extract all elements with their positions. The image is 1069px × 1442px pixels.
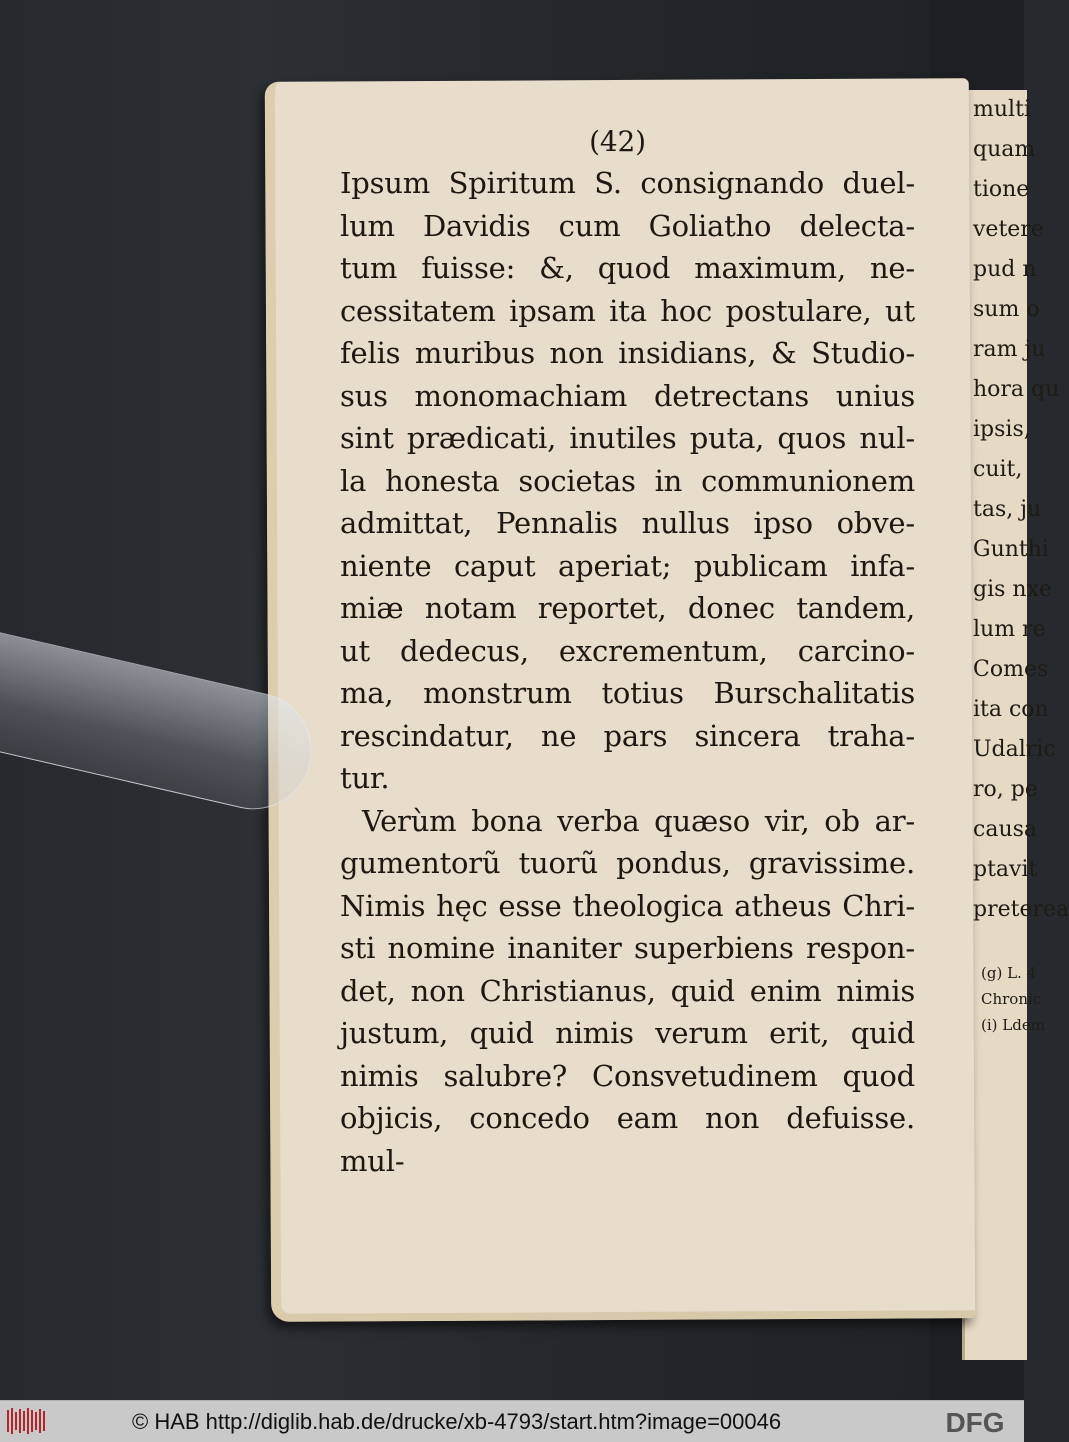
- text-line: niente caput aperiat; publicam infa-: [340, 548, 915, 583]
- text-line: la honesta societas in communionem: [340, 463, 915, 498]
- text-line: miæ notam reportet, donec tandem,: [340, 591, 915, 625]
- facing-page-line: Udalric: [973, 737, 1056, 762]
- text-line: ma, monstrum totius Burschalitatis: [340, 676, 915, 710]
- text-line: nimis salubre? Consvetudinem quod: [340, 1058, 915, 1093]
- dfg-logo: [932, 1407, 1018, 1437]
- text-line: Nimis hęc esse theologica atheus Chri-: [340, 888, 915, 923]
- text-line: Ipsum Spiritum S. consignando duel-: [340, 166, 915, 200]
- facing-page-line: pud n: [973, 257, 1037, 282]
- text-line: felis muribus non insidians, & Studio-: [340, 336, 915, 370]
- facing-page-line: causa: [973, 817, 1038, 842]
- text-line: tum fuisse: &, quod maximum, ne-: [340, 251, 915, 285]
- facing-page-line: ro, pe: [973, 777, 1038, 802]
- facing-page-line: cuit,: [973, 457, 1023, 482]
- facing-page-line: Gunthi: [973, 537, 1049, 562]
- text-line: lum Davidis cum Goliatho delecta-: [340, 208, 915, 243]
- text-line: admittat, Pennalis nullus ipso obve-: [340, 506, 915, 540]
- facing-page-note: (g) L. 4: [981, 964, 1037, 982]
- footer-bar: [0, 1400, 1024, 1442]
- facing-page-note: (i) Ldem: [981, 1016, 1045, 1034]
- text-line: sus monomachiam detrectans unius: [340, 378, 915, 413]
- facing-page-line: quam: [973, 137, 1036, 162]
- text-line: Verùm bona verba quæso vir, ob ar-: [362, 803, 915, 838]
- text-line: gumentorũ tuorũ pondus, gravissime.: [340, 846, 915, 880]
- facing-page-line: ita con: [973, 697, 1049, 722]
- text-line: justum, quid nimis verum erit, quid: [340, 1016, 915, 1050]
- text-line: cessitatem ipsam ita hoc postulare, ut: [340, 293, 915, 328]
- text-line: sint prædicati, inutiles puta, quos nul-: [340, 421, 915, 455]
- text-line: rescindatur, ne pars sincera traha-: [340, 718, 915, 753]
- text-line: objicis, concedo eam non defuisse.: [340, 1101, 915, 1135]
- facing-page-notes: [965, 960, 1045, 1038]
- text-lines: [340, 162, 915, 1140]
- text-line: sti nomine inaniter superbiens respon-: [340, 931, 915, 965]
- facing-page-line: ptavit: [973, 857, 1038, 882]
- text-line: tur.: [340, 761, 390, 795]
- facing-page-line: vetere: [973, 217, 1044, 242]
- facing-page-note: Chronic: [981, 990, 1042, 1008]
- text-line: ut dedecus, excrementum, carcino-: [340, 633, 915, 668]
- facing-page-line: multi: [973, 97, 1031, 122]
- facing-page-text: [965, 90, 1069, 930]
- facing-page-line: ram ju: [973, 337, 1046, 362]
- facing-page-line: gis nxe: [973, 577, 1052, 602]
- svg-text:DFG: DFG: [945, 1407, 1005, 1438]
- facing-page-line: preterea: [973, 897, 1069, 922]
- text-line: det, non Christianus, quid enim nimis: [340, 973, 915, 1008]
- page-text: [340, 122, 915, 1182]
- facing-page-line: hora qu: [973, 377, 1060, 402]
- facing-page-line: Comes: [973, 657, 1049, 682]
- facing-page-line: lum re: [973, 617, 1046, 642]
- page-number: (42): [589, 125, 646, 158]
- facing-page-line: ipsis,: [973, 417, 1031, 442]
- catchword: mul-: [340, 1143, 405, 1178]
- copyright-link[interactable]: © HAB http://diglib.hab.de/drucke/xb-4793/start.htm?image=00046: [132, 1409, 782, 1434]
- facing-page-line: tione: [973, 177, 1030, 202]
- hab-barcode-logo: [6, 1407, 46, 1435]
- facing-page-line: tas, ju: [973, 497, 1042, 522]
- facing-page-line: sum o: [973, 297, 1040, 322]
